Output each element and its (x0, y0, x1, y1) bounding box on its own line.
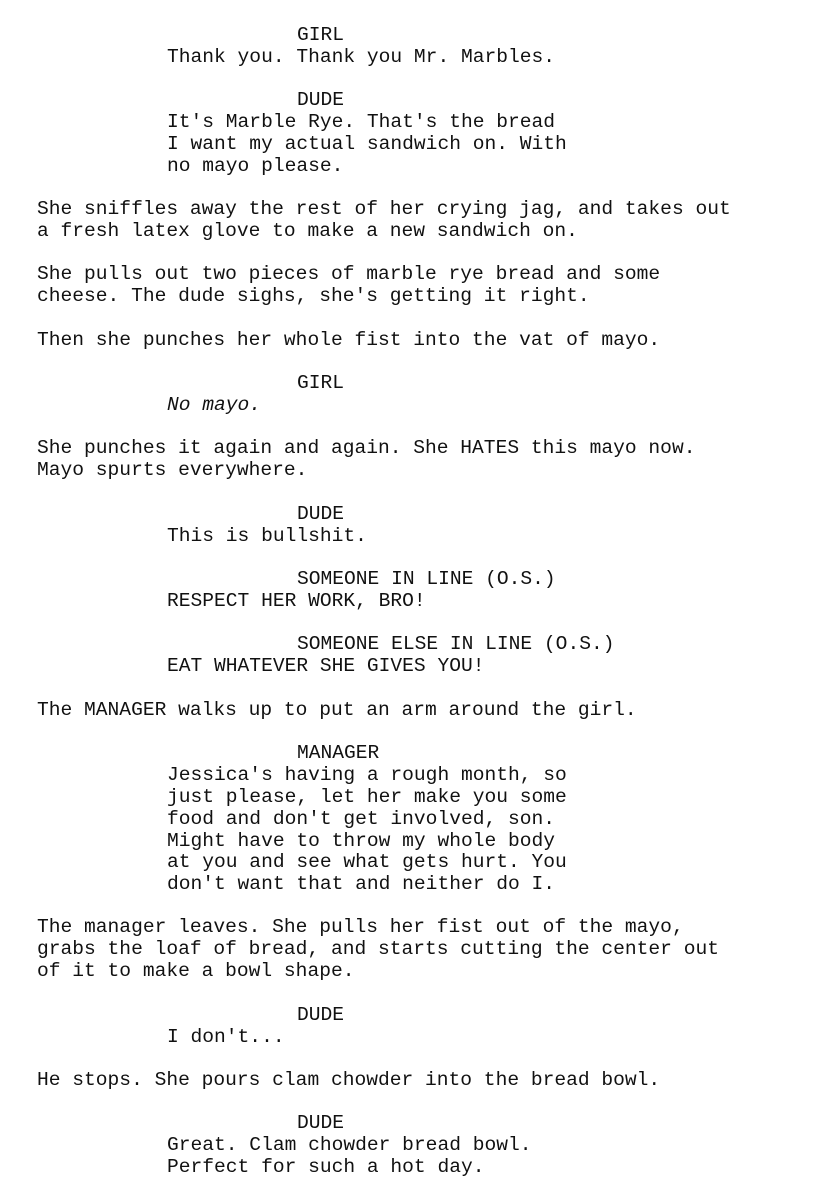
character-cue: DUDE (297, 503, 345, 525)
dialogue-line: food and don't get involved, son. (167, 808, 556, 830)
character-cue: GIRL (297, 24, 345, 46)
action-line: Mayo spurts everywhere. (37, 459, 308, 481)
dialogue-line: just please, let her make you some (167, 786, 567, 808)
action-line: The MANAGER walks up to put an arm around the girl. (37, 699, 637, 721)
action-line: The manager leaves. She pulls her fist out of the mayo, (37, 916, 684, 938)
dialogue-line: EAT WHATEVER SHE GIVES YOU! (167, 655, 485, 677)
character-cue: DUDE (297, 89, 345, 111)
action-line: grabs the loaf of bread, and starts cutting the center out (37, 938, 719, 960)
dialogue-line: no mayo please. (167, 155, 344, 177)
character-cue: DUDE (297, 1004, 345, 1026)
dialogue-line: Thank you. Thank you Mr. Marbles. (167, 46, 556, 68)
action-line: of it to make a bowl shape. (37, 960, 355, 982)
action-line: She pulls out two pieces of marble rye bread and some (37, 263, 661, 285)
action-line: Then she punches her whole fist into the vat of mayo. (37, 329, 661, 351)
action-line: cheese. The dude sighs, she's getting it right. (37, 285, 590, 307)
action-line: She punches it again and again. She HATES this mayo now. (37, 437, 696, 459)
action-line: a fresh latex glove to make a new sandwich on. (37, 220, 578, 242)
dialogue-line: No mayo. (167, 394, 262, 416)
character-cue: SOMEONE ELSE IN LINE (O.S.) (297, 633, 615, 655)
dialogue-line: don't want that and neither do I. (167, 873, 556, 895)
character-cue: MANAGER (297, 742, 380, 764)
dialogue-line: Jessica's having a rough month, so (167, 764, 567, 786)
dialogue-line: Great. Clam chowder bread bowl. (167, 1134, 532, 1156)
dialogue-line: I want my actual sandwich on. With (167, 133, 567, 155)
dialogue-line: Perfect for such a hot day. (167, 1156, 485, 1178)
dialogue-line: RESPECT HER WORK, BRO! (167, 590, 426, 612)
character-cue: DUDE (297, 1112, 345, 1134)
dialogue-line: I don't... (167, 1026, 285, 1048)
character-cue: GIRL (297, 372, 345, 394)
dialogue-line: Might have to throw my whole body (167, 830, 556, 852)
character-cue: SOMEONE IN LINE (O.S.) (297, 568, 556, 590)
action-line: She sniffles away the rest of her crying jag, and takes out (37, 198, 731, 220)
action-line: He stops. She pours clam chowder into the bread bowl. (37, 1069, 661, 1091)
dialogue-line: This is bullshit. (167, 525, 367, 547)
dialogue-line: at you and see what gets hurt. You (167, 851, 567, 873)
dialogue-line: It's Marble Rye. That's the bread (167, 111, 556, 133)
